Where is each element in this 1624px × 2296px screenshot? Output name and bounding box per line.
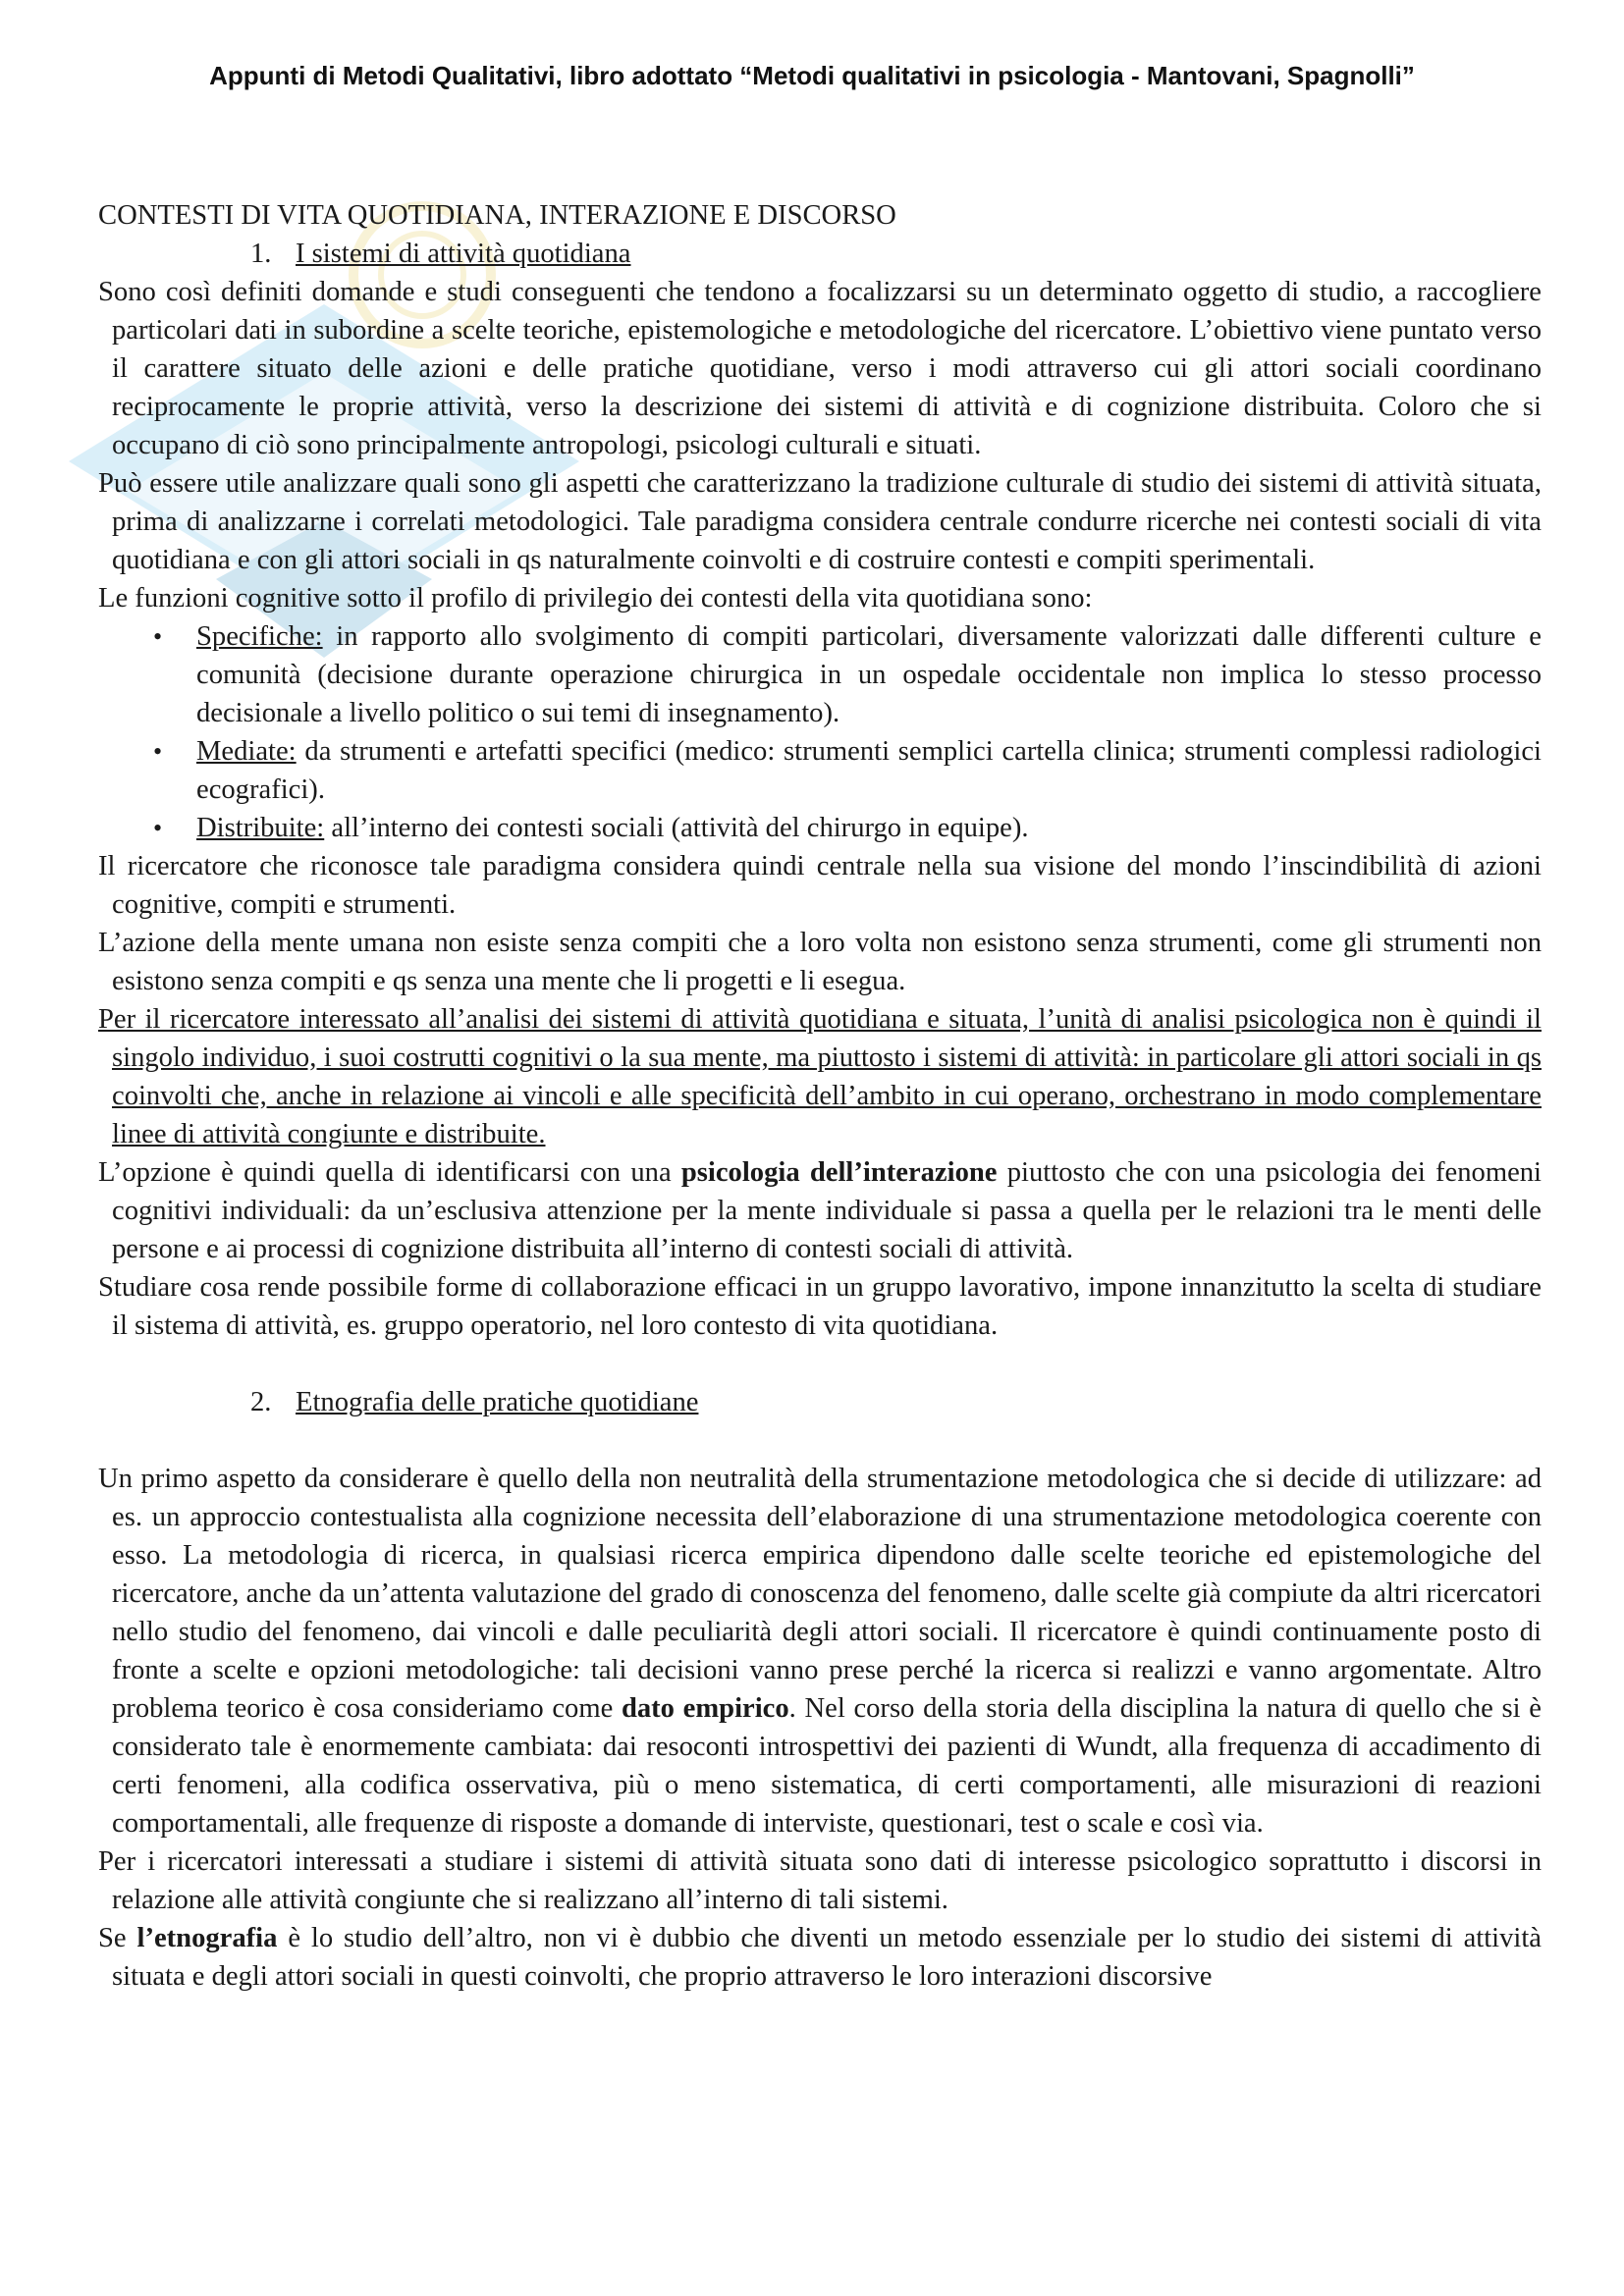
paragraph-10: Per i ricercatori interessati a studiare i sistemi di attività situata sono dati di interesse psicologico soprattutto i discorsi in relazione alle attività congiunte che si realizzano all’interno di tali sistemi. xyxy=(98,1846,1542,1915)
paragraph-11-text-a: Se xyxy=(98,1923,137,1953)
paragraph-4: Il ricercatore che riconosce tale paradigma considera quindi centrale nella sua visione del mondo l’inscindibilità di azioni cognitive, compiti e strumenti. xyxy=(98,851,1542,920)
list-item-text: all’interno dei contesti sociali (attività del chirurgo in equipe). xyxy=(324,813,1029,843)
document-body xyxy=(98,196,1542,1996)
list-item-label: Specifiche: xyxy=(196,621,323,652)
list-item xyxy=(98,617,1542,732)
paragraph-9-bold: dato empirico xyxy=(621,1693,789,1724)
paragraph-2: Può essere utile analizzare quali sono gli aspetti che caratterizzano la tradizione culturale di studio dei sistemi di attività situata, prima di analizzarne i correlati metodologici. Tale paradigma considera centrale condurre ricerche nei contesti sociali di vita quotidiana e con gli attori sociali in qs naturalmente coinvolti e di costruire contesti e compiti sperimentali. xyxy=(98,468,1542,575)
list-item-label: Mediate: xyxy=(196,736,297,767)
paragraph-5: L’azione della mente umana non esiste senza compiti che a loro volta non esistono senza strumenti, come gli strumenti non esistono senza compiti e qs senza una mente che li progetti e li esegua. xyxy=(98,928,1542,996)
paragraph-11-text-c: è lo studio dell’altro, non vi è dubbio che diventi un metodo essenziale per lo studio dei sistemi di attività situata e degli attori sociali in questi coinvolti, che proprio attraverso le loro interazioni discorsive xyxy=(112,1923,1542,1992)
paragraph-6-underlined: Per il ricercatore interessato all’analisi dei sistemi di attività quotidiana e situata, l’unità di analisi psicologica non è quindi il singolo individuo, i suoi costrutti cognitivi o la sua mente, ma piuttosto i sistemi di attività: in particolare gli attori sociali in qs coinvolti che, anche in relazione ai vincoli e alle specificità dell’ambito in cui operano, orchestrano in modo complementare linee di attività congiunte e distribuite. xyxy=(98,1004,1542,1149)
document-title: CONTESTI DI VITA QUOTIDIANA, INTERAZIONE E DISCORSO xyxy=(98,200,896,231)
paragraph-11 xyxy=(98,1919,1542,1996)
section-2-number: 2. xyxy=(250,1387,272,1417)
paragraph-9 xyxy=(98,1460,1542,1842)
section-2-heading xyxy=(98,1383,1542,1421)
section-2-title: Etnografia delle pratiche quotidiane xyxy=(296,1387,699,1417)
paragraph-7 xyxy=(98,1153,1542,1268)
page-header: Appunti di Metodi Qualitativi, libro adottato “Metodi qualitativi in psicologia - Mantovani, Spagnolli” xyxy=(209,61,1415,90)
paragraph-8: Studiare cosa rende possibile forme di collaborazione efficaci in un gruppo lavorativo, impone innanzitutto la scelta di studiare il sistema di attività, es. gruppo operatorio, nel loro contesto di vita quotidiana. xyxy=(98,1272,1542,1341)
list-item-label: Distribuite: xyxy=(196,813,325,843)
list-item-text: da strumenti e artefatti specifici (medico: strumenti semplici cartella clinica; strumenti complessi radiologici ecografici). xyxy=(196,736,1542,805)
paragraph-7-bold: psicologia dell’interazione xyxy=(680,1157,998,1188)
section-1-title: I sistemi di attività quotidiana xyxy=(296,239,631,269)
paragraph-7-text-c: piuttosto che con una psicologia dei fenomeni cognitivi individuali: da un’esclusiva attenzione per la mente individuale si passa a quella per le relazioni tra le menti delle persone e ai processi di cognizione distribuita all’interno di contesti sociali di attività. xyxy=(112,1157,1543,1264)
paragraph-9-text-c: . Nel corso della storia della disciplina la natura di quello che si è considerato tale è enormemente cambiata: dai resoconti introspettivi dei pazienti di Wundt, alla frequenza di accadimento di certi fenomeni, alla codifica osservativa, più o meno sistematica, di certi comportamenti, alle misurazioni di reazioni comportamentali, alle frequenze di risposte a domande di interviste, questionari, test o scale e così via. xyxy=(112,1693,1542,1839)
list-item xyxy=(98,732,1542,809)
paragraph-1: Sono così definiti domande e studi conseguenti che tendono a focalizzarsi su un determinato oggetto di studio, a raccogliere particolari dati in subordine a scelte teoriche, epistemologiche e metodologiche del ricercatore. L’obiettivo viene puntato verso il carattere situato delle azioni e delle pratiche quotidiane, verso i modi attraverso cui gli attori sociali coordinano reciprocamente le proprie attività, verso la descrizione dei sistemi di attività e di cognizione distribuita. Coloro che si occupano di ciò sono principalmente antropologi, psicologi culturali e situati. xyxy=(98,277,1542,460)
list-item xyxy=(98,809,1542,847)
section-1-number: 1. xyxy=(250,239,272,269)
paragraph-9-text-a: Un primo aspetto da considerare è quello della non neutralità della strumentazione metodologica che si decide di utilizzare: ad es. un approccio contestualista alla cognizione necessita dell’elaborazione di una strumentazione metodologica coerente con esso. La metodologia di ricerca, in qualsiasi ricerca empirica dipendono dalle scelte teoriche ed epistemologiche del ricercatore, anche da un’attenta valutazione del grado di conoscenza del fenomeno, dalle scelte già compiute da altri ricercatori nello studio del fenomeno, dai vincoli e dalle peculiarità degli attori sociali. Il ricercatore è quindi continuamente posto di fronte a scelte e opzioni metodologiche: tali decisioni vanno prese perché la ricerca si realizzi e vanno argomentate. Altro problema teorico è cosa consideriamo come xyxy=(98,1464,1542,1724)
paragraph-7-text-a: L’opzione è quindi quella di identificarsi con una xyxy=(98,1157,681,1188)
functions-list xyxy=(98,617,1542,847)
paragraph-3: Le funzioni cognitive sotto il profilo di privilegio dei contesti della vita quotidiana sono: xyxy=(98,583,1093,614)
list-item-text: in rapporto allo svolgimento di compiti particolari, diversamente valorizzati dalle differenti culture e comunità (decisione durante operazione chirurgica in un ospedale occidentale non implica lo stesso processo decisionale a livello politico o sui temi di insegnamento). xyxy=(196,621,1542,728)
section-1-heading xyxy=(98,235,1542,273)
paragraph-11-bold: l’etnografia xyxy=(136,1923,278,1953)
